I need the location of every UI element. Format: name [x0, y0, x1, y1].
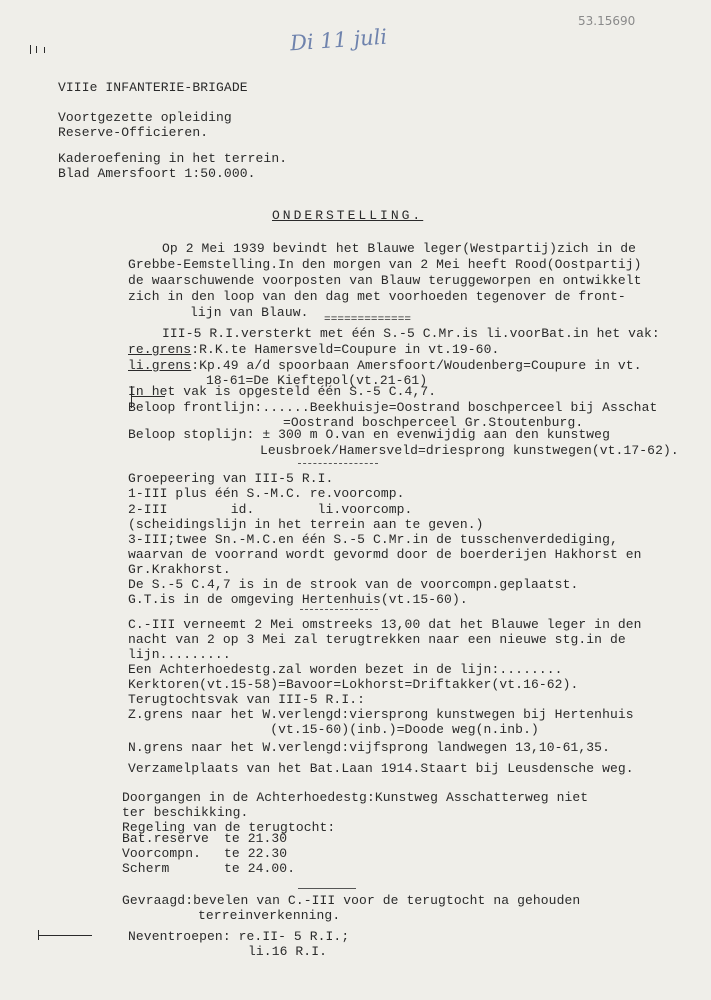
perforation-mark: [30, 45, 31, 54]
course-line: Reserve-Officieren.: [58, 125, 209, 140]
frontline: Beloop frontlijn:......Beekhuisje=Oostrand boschperceel bij Asschat: [128, 400, 658, 415]
left-boundary-label: li.grens: [128, 358, 192, 373]
passage-line: Doorgangen in de Achterhoedestg:Kunstweg Asschatterweg niet: [122, 790, 589, 805]
intro-line: zich in den loop van den dag met voorhoeden tegenover de front-: [128, 289, 626, 304]
right-boundary-text: :R.K.te Hamersveld=Coupure in vt.19-60.: [191, 342, 500, 357]
grouping-line: 2-III id. li.voorcomp.: [128, 502, 413, 517]
retreat-line: (vt.15-60)(inb.)=Doode weg(n.inb.): [128, 722, 539, 737]
schedule-time: te 21.30: [224, 831, 288, 846]
requested-line: Gevraagd:bevelen van C.-III voor de terugtocht na gehouden: [122, 893, 581, 908]
grouping-line: De S.-5 C.4,7 is in de strook van de voorcompn.geplaatst.: [128, 577, 579, 592]
map-line: Blad Amersfoort 1:50.000.: [58, 166, 256, 181]
right-boundary-line: [128, 342, 499, 357]
schedule-unit: Bat.reserve: [122, 831, 209, 846]
left-boundary-line: [128, 358, 642, 373]
intro-line: lijn van Blauw.: [190, 305, 309, 320]
handwritten-date: Di 11 juli: [289, 24, 388, 56]
grouping-line: Gr.Krakhorst.: [128, 562, 231, 577]
right-boundary-label: re.grens: [128, 342, 192, 357]
grouping-line: 3-III;twee Sn.-M.C.en één S.-5 C.Mr.in de tusschenverdediging,: [128, 532, 618, 547]
schedule-time: te 22.30: [224, 846, 288, 861]
requested-line: terreinverkenning.: [198, 908, 341, 923]
sector-line: In het vak is opgesteld één S.-5 C.4,7.: [128, 384, 437, 399]
grouping-line: (scheidingslijn in het terrein aan te geven.): [128, 517, 484, 532]
retreat-line: lijn.........: [128, 647, 231, 662]
intro-line: de waarschuwende voorposten van Blauw teruggeworpen en ontwikkelt: [128, 273, 642, 288]
side-troops-line: li.16 R.I.: [248, 944, 328, 959]
left-boundary-line: 18-61=De Kieftepol(vt.21-61): [206, 373, 428, 388]
archive-stamp: 53.15690: [578, 14, 636, 28]
divider: [298, 888, 356, 889]
stopline: Beloop stoplijn: ± 300 m O.van en evenwijdig aan den kunstweg: [128, 427, 610, 442]
frontline: =Oostrand boschperceel Gr.Stoutenburg.: [283, 415, 584, 430]
sector-line: III-5 R.I.versterkt met één S.-5 C.Mr.is li.voorBat.in het vak:: [162, 326, 660, 341]
divider: [300, 609, 378, 611]
margin-line: [38, 935, 92, 936]
side-troops-line: Neventroepen: re.II- 5 R.I.;: [128, 929, 350, 944]
course-line: Voortgezette opleiding: [58, 110, 232, 125]
perforation-mark: [44, 47, 45, 53]
retreat-line: Een Achterhoedestg.zal worden bezet in de lijn:........: [128, 662, 563, 677]
grouping-line: 1-III plus één S.-M.C. re.voorcomp.: [128, 486, 405, 501]
exercise-line: Kaderoefening in het terrein.: [58, 151, 288, 166]
retreat-line: nacht van 2 op 3 Mei zal terugtrekken naar een nieuwe stg.in de: [128, 632, 626, 647]
schedule-title: Regeling van de terugtocht:: [122, 820, 336, 835]
document-title: ONDERSTELLING.: [272, 208, 424, 223]
left-boundary-text: :Kp.49 a/d spoorbaan Amersfoort/Woudenberg=Coupure in vt.: [191, 358, 642, 373]
schedule-time: te 24.00.: [224, 861, 296, 876]
retreat-line: Z.grens naar het W.verlengd:viersprong kunstwegen bij Hertenhuis: [128, 707, 634, 722]
retreat-line: C.-III verneemt 2 Mei omstreeks 13,00 dat het Blauwe leger in den: [128, 617, 642, 632]
retreat-line: Terugtochtsvak van III-5 R.I.:: [128, 692, 366, 707]
retreat-line: N.grens naar het W.verlengd:vijfsprong landwegen 13,10-61,35.: [128, 740, 610, 755]
stopline: Leusbroek/Hamersveld=driesprong kunstwegen(vt.17-62).: [260, 443, 679, 458]
grouping-line: G.T.is in de omgeving Hertenhuis(vt.15-60).: [128, 592, 468, 607]
passage-line: ter beschikking.: [122, 805, 249, 820]
retreat-line: Kerktoren(vt.15-58)=Bavoor=Lokhorst=Driftakker(vt.16-62).: [128, 677, 579, 692]
schedule-unit: Scherm: [122, 861, 170, 876]
intro-line: Op 2 Mei 1939 bevindt het Blauwe leger(Westpartij)zich in de: [162, 241, 637, 256]
grouping-line: waarvan de voorrand wordt gevormd door de boerderijen Hakhorst en: [128, 547, 642, 562]
schedule-unit: Voorcompn.: [122, 846, 202, 861]
separator: =============: [324, 314, 412, 326]
grouping-line: Groepeering van III-5 R.I.: [128, 471, 334, 486]
retreat-line: Verzamelplaats van het Bat.Laan 1914.Staart bij Leusdensche weg.: [128, 761, 634, 776]
divider: [298, 463, 378, 465]
perforation-mark: [36, 46, 37, 53]
intro-line: Grebbe-Eemstelling.In den morgen van 2 Mei heeft Rood(Oostpartij): [128, 257, 642, 272]
brigade-heading: VIIIe INFANTERIE-BRIGADE: [58, 80, 248, 95]
